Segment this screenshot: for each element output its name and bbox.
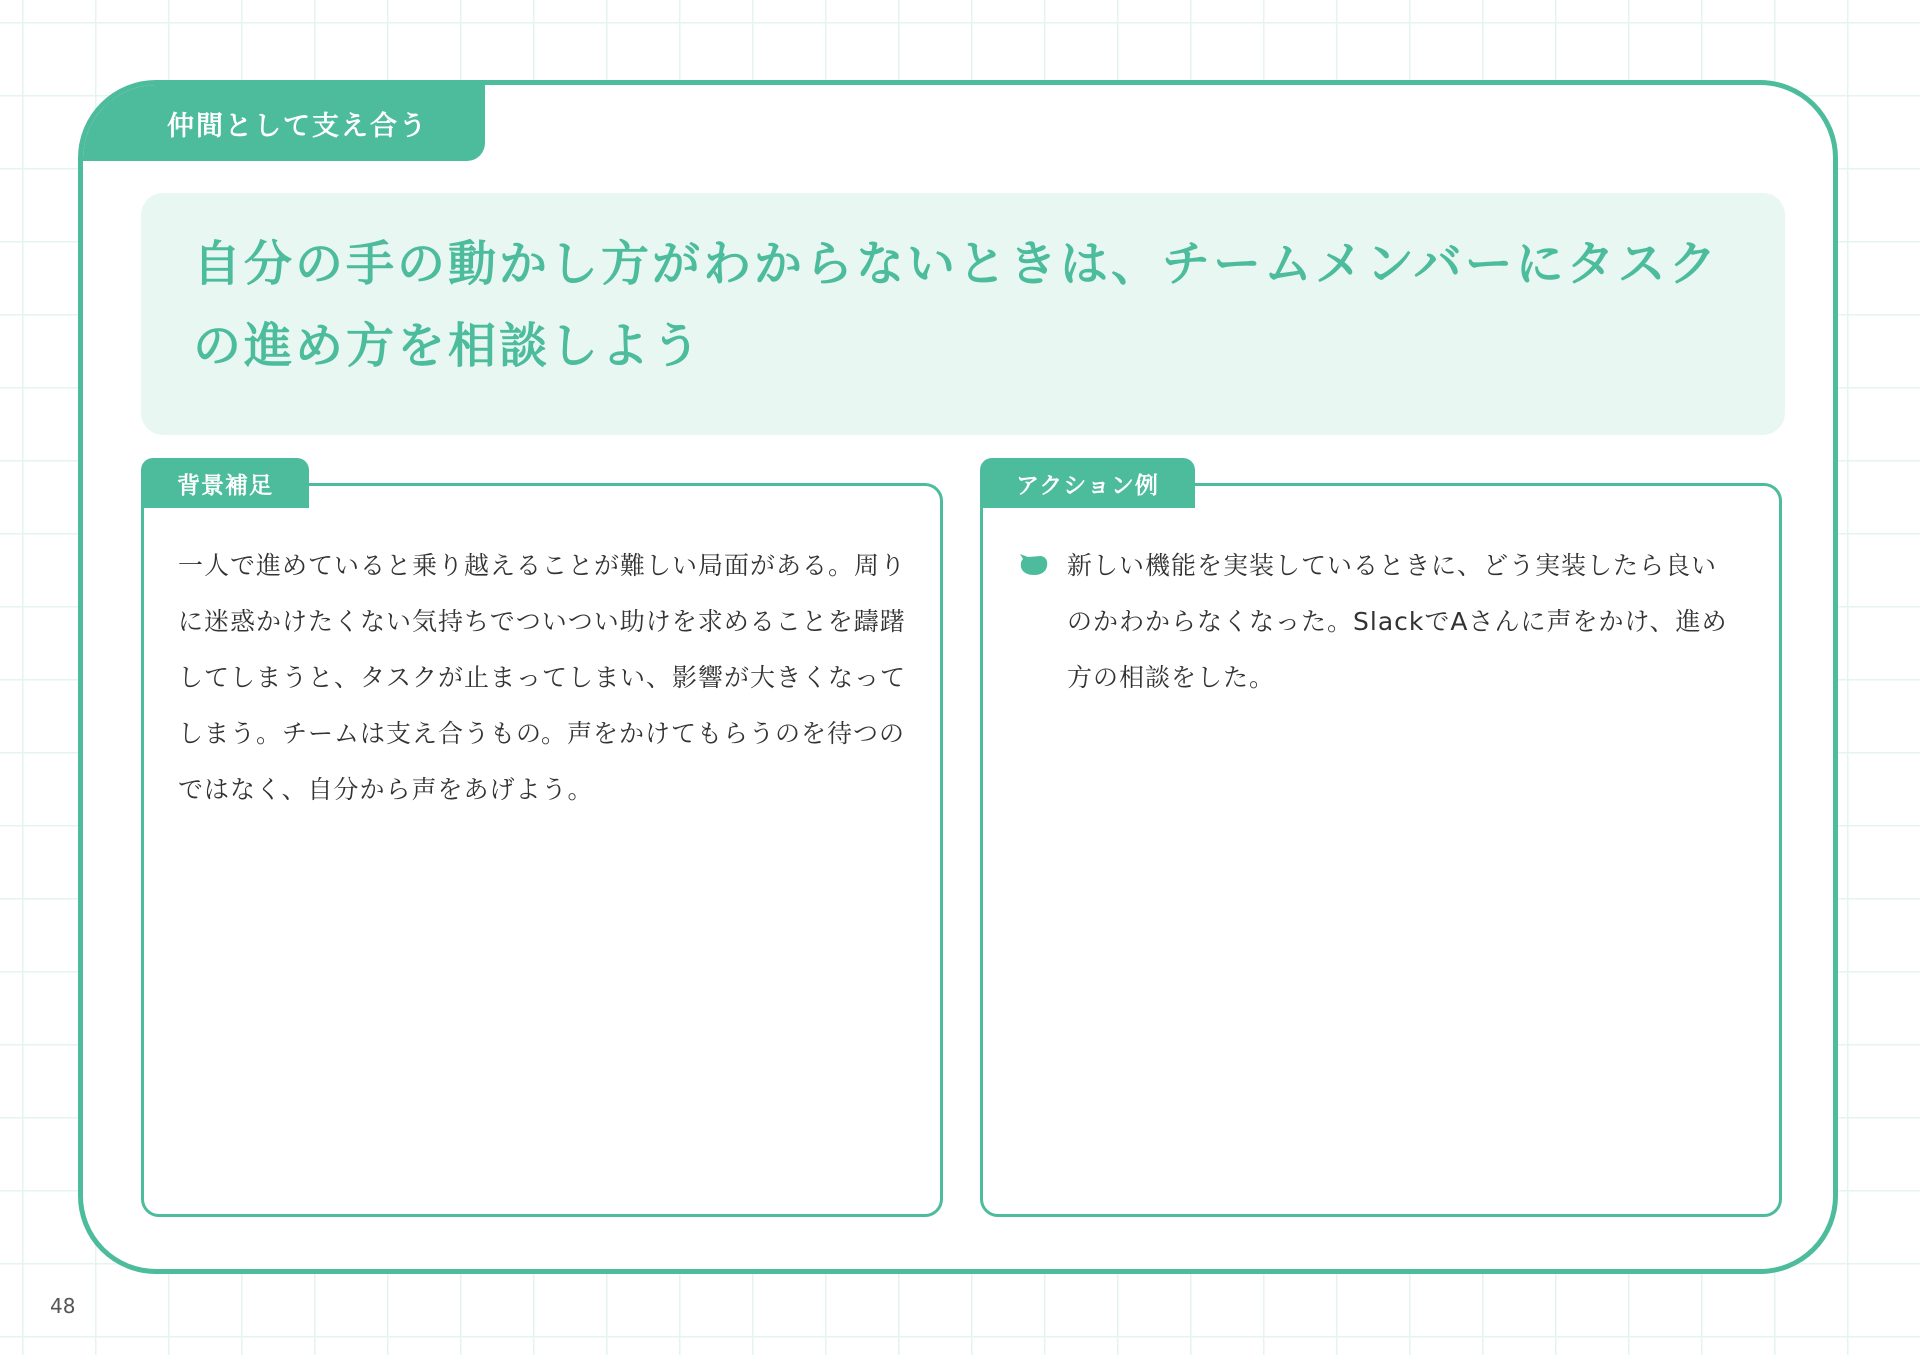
headline-text: 自分の手の動かし方がわからないときは、チームメンバーにタスクの進め方を相談しよう: [193, 236, 1720, 374]
category-tab: [83, 85, 485, 161]
action-panel: [980, 472, 1782, 1217]
background-panel-tab: [141, 458, 309, 508]
page-number: 48: [50, 1294, 76, 1318]
headline-box: [141, 193, 1785, 435]
speech-bubble-icon: [1017, 552, 1049, 578]
action-panel-tab: [980, 458, 1195, 508]
content-card: [78, 80, 1838, 1274]
background-panel-tab-label: 背景補足: [177, 472, 273, 499]
category-label: 仲間として支え合う: [167, 110, 428, 142]
action-item-text: 新しい機能を実装しているときに、どう実装したら良いのかわからなくなった。SlackでAさんに声をかけ、進め方の相談をした。: [1067, 551, 1728, 692]
action-list-item: [1017, 538, 1739, 706]
background-panel-body: 一人で進めていると乗り越えることが難しい局面がある。周りに迷惑かけたくない気持ちでついつい助けを求めることを躊躇してしまうと、タスクが止まってしまい、影響が大きくなってしまう。チームは支え合うもの。声をかけてもらうのを待つのではなく、自分から声をあげよう。: [178, 551, 907, 804]
background-panel: [141, 472, 943, 1217]
action-panel-tab-label: アクション例: [1016, 472, 1159, 499]
